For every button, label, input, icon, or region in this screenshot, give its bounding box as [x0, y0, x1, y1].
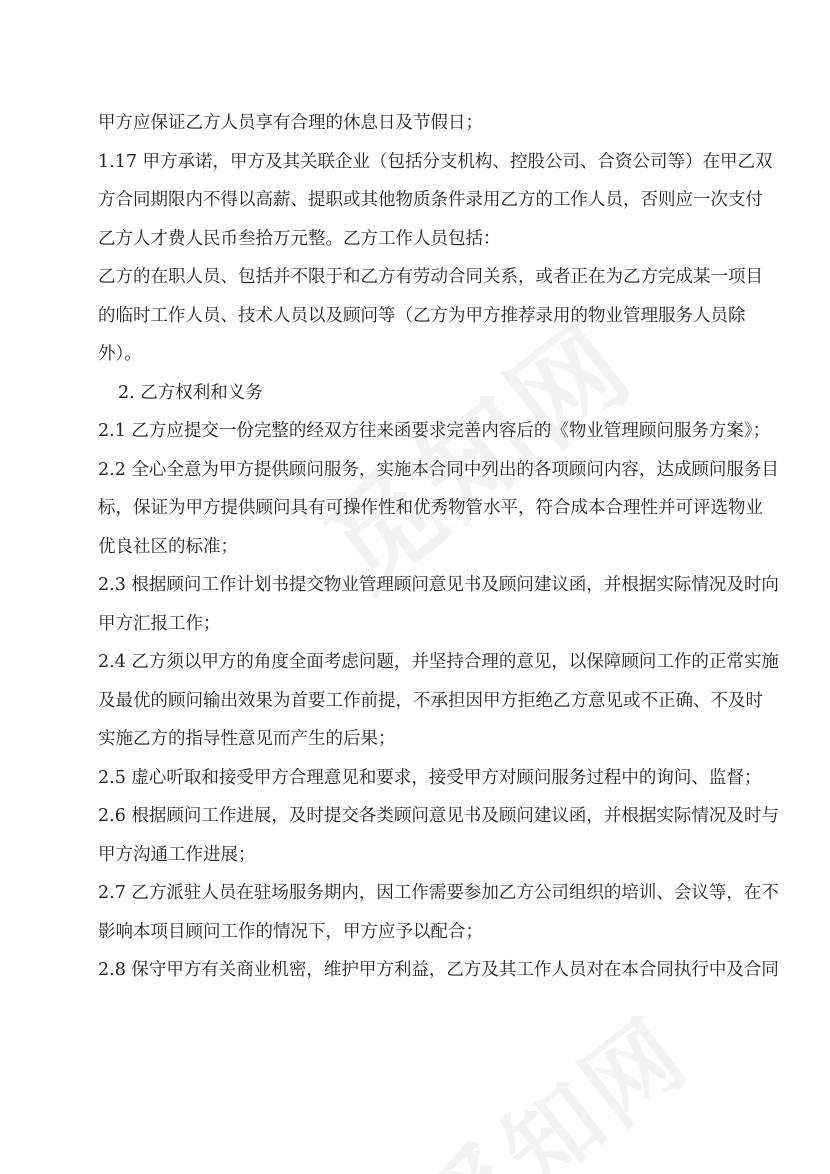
- text-line: 2.1 乙方应提交一份完整的经双方往来函要求完善内容后的《物业管理顾问服务方案》；: [98, 421, 771, 441]
- section-heading: 2. 乙方权利和义务: [118, 382, 263, 403]
- text-line: 优良社区的标准；: [98, 536, 238, 557]
- document-body: [98, 104, 779, 990]
- text-line: 实施乙方的指导性意见而产生的后果；: [98, 729, 396, 749]
- text-line: 乙方人才费人民币叁拾万元整。乙方工作人员包括：: [98, 228, 501, 249]
- text-line: 及最优的顾问输出效果为首要工作前提，不承担因甲方拒绝乙方意见或不正确、不及时: [98, 690, 763, 711]
- text-line: 甲方应保证乙方人员享有合理的休息日及节假日；: [98, 113, 483, 133]
- text-line: 乙方的在职人员、包括并不限于和乙方有劳动合同关系，或者正在为乙方完成某一项目: [98, 267, 763, 287]
- text-line: 的临时工作人员、技术人员以及顾问等（乙方为甲方推荐录用的物业管理服务人员除: [98, 305, 746, 326]
- text-line: 2.4 乙方须以甲方的角度全面考虑问题，并坚持合理的意见，以保障顾问工作的正常实施: [98, 652, 779, 672]
- watermark-logo: [390, 981, 713, 1174]
- text-line: 外）。: [98, 344, 142, 364]
- text-line: 2.3 根据顾问工作计划书提交物业管理顾问意见书及顾问建议函，并根据实际情况及时向: [98, 575, 779, 595]
- text-line: 方合同期限内不得以高薪、提职或其他物质条件录用乙方的工作人员，否则应一次支付: [98, 190, 763, 210]
- text-line: 影响本项目顾问工作的情况下，甲方应予以配合；: [98, 921, 483, 942]
- text-line: 甲方沟通工作进展；: [98, 844, 256, 865]
- text-line: 甲方汇报工作；: [98, 613, 221, 634]
- text-line: 2.7 乙方派驻人员在驻场服务期内，因工作需要参加乙方公司组织的培训、会议等，在不: [98, 883, 779, 903]
- text-line: 2.5 虚心听取和接受甲方合理意见和要求，接受甲方对顾问服务过程中的询问、监督；: [98, 767, 762, 788]
- text-line: 2.6 根据顾问工作进展，及时提交各类顾问意见书及顾问建议函，并根据实际情况及时与: [98, 806, 779, 826]
- text-line: 2.8 保守甲方有关商业机密，维护甲方利益，乙方及其工作人员对在本合同执行中及合同: [98, 960, 779, 980]
- text-line: 2.2 全心全意为甲方提供顾问服务，实施本合同中列出的各项顾问内容，达成顾问服务目: [98, 459, 779, 480]
- text-line: 1.17 甲方承诺，甲方及其关联企业（包括分支机构、控股公司、合资公司等）在甲乙双: [98, 151, 773, 172]
- text-line: 标，保证为甲方提供顾问具有可操作性和优秀物管水平，符合成本合理性并可评选物业: [98, 498, 763, 518]
